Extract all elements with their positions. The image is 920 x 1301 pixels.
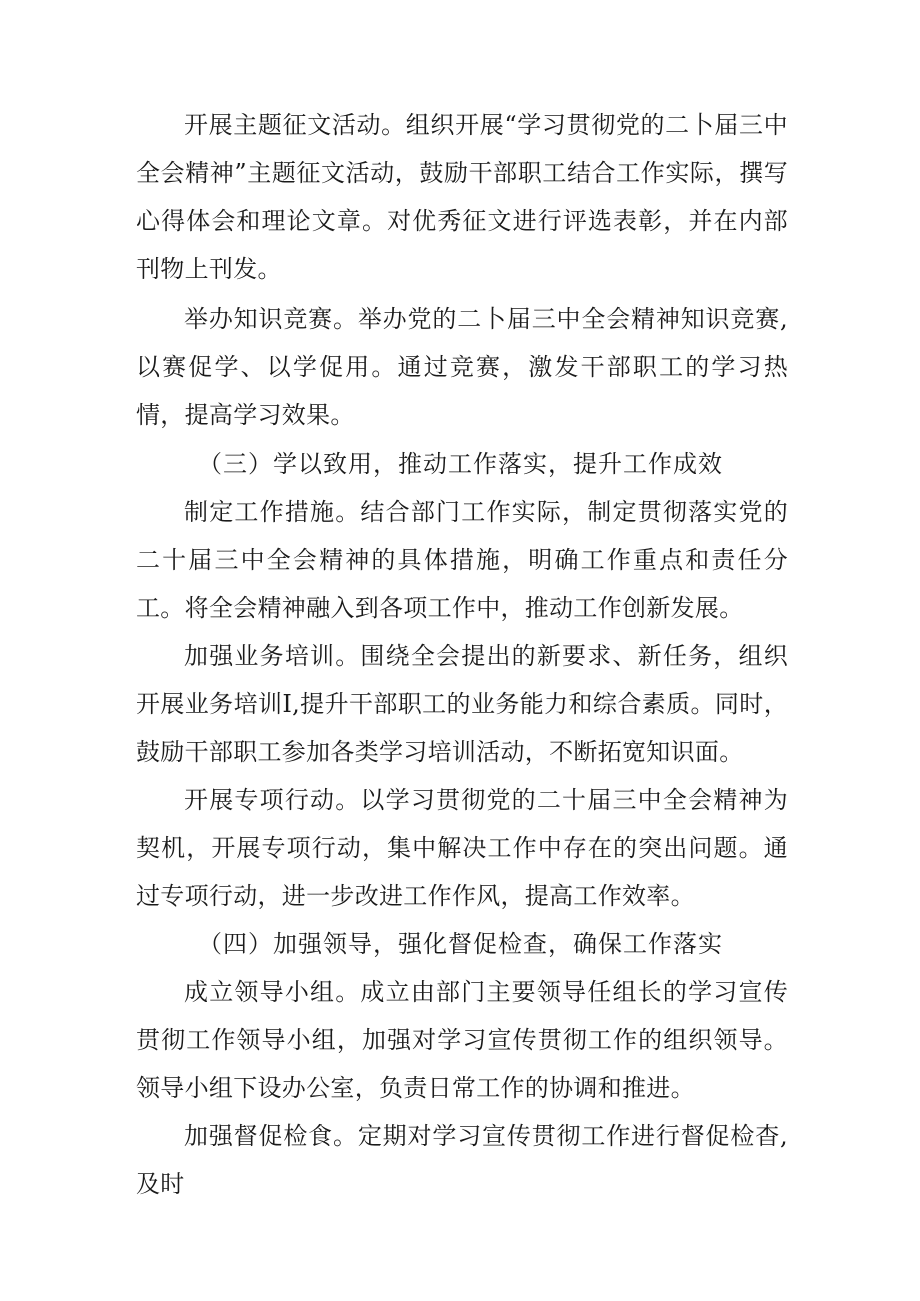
paragraph-knowledge-contest: 举办知识竞赛。举办党的二卜届三中全会精神知识竞赛,以赛促学、以学促用。通过竞赛，激发干部职工的学习热情，提高学习效果。 [136, 305, 788, 429]
section-heading-3: （三）学以致用，推动工作落实，提升工作成效 [198, 450, 723, 478]
paragraph-business-training: 加强业务培训。围绕全会提出的新要求、新任务，组织开展业务培训I,提升干部职工的业务能力和综合素质。同时，鼓励干部职工参加各类学习培训活动，不断拓宽知识面。 [136, 642, 788, 766]
paragraph-essay-activity: 开展主题征文活动。组织开展“学习贯彻党的二卜届三中全会精神”主题征文活动，鼓励干部职工结合工作实际，撰写心得体会和理论文章。对优秀征文进行评选表彰，并在内部刊物上刊发。 [136, 111, 788, 283]
paragraph-work-measures: 制定工作措施。结合部门工作实际，制定贯彻落实党的二十届三中全会精神的具体措施，明确工作重点和责任分工。将全会精神融入到各项工作中，推动工作创新发展。 [136, 498, 788, 622]
paragraph-leading-group: 成立领导小组。成立由部门主要领导任组长的学习宣传贯彻工作领导小组，加强对学习宣传贯彻工作的组织领导。领导小组下设办公室，负责日常工作的协调和推进。 [136, 978, 788, 1102]
paragraph-supervision: 加强督促检食。定期对学习宣传贯彻工作进行督促检杳,及时 [136, 1122, 788, 1198]
paragraph-special-action: 开展专项行动。以学习贯彻党的二十届三中全会精神为契机，开展专项行动，集中解决工作中存在的突出问题。通过专项行动，进一步改进工作作风，提高工作效率。 [136, 786, 788, 910]
section-heading-4: （四）加强领导，强化督促检查，确保工作落实 [198, 930, 723, 958]
